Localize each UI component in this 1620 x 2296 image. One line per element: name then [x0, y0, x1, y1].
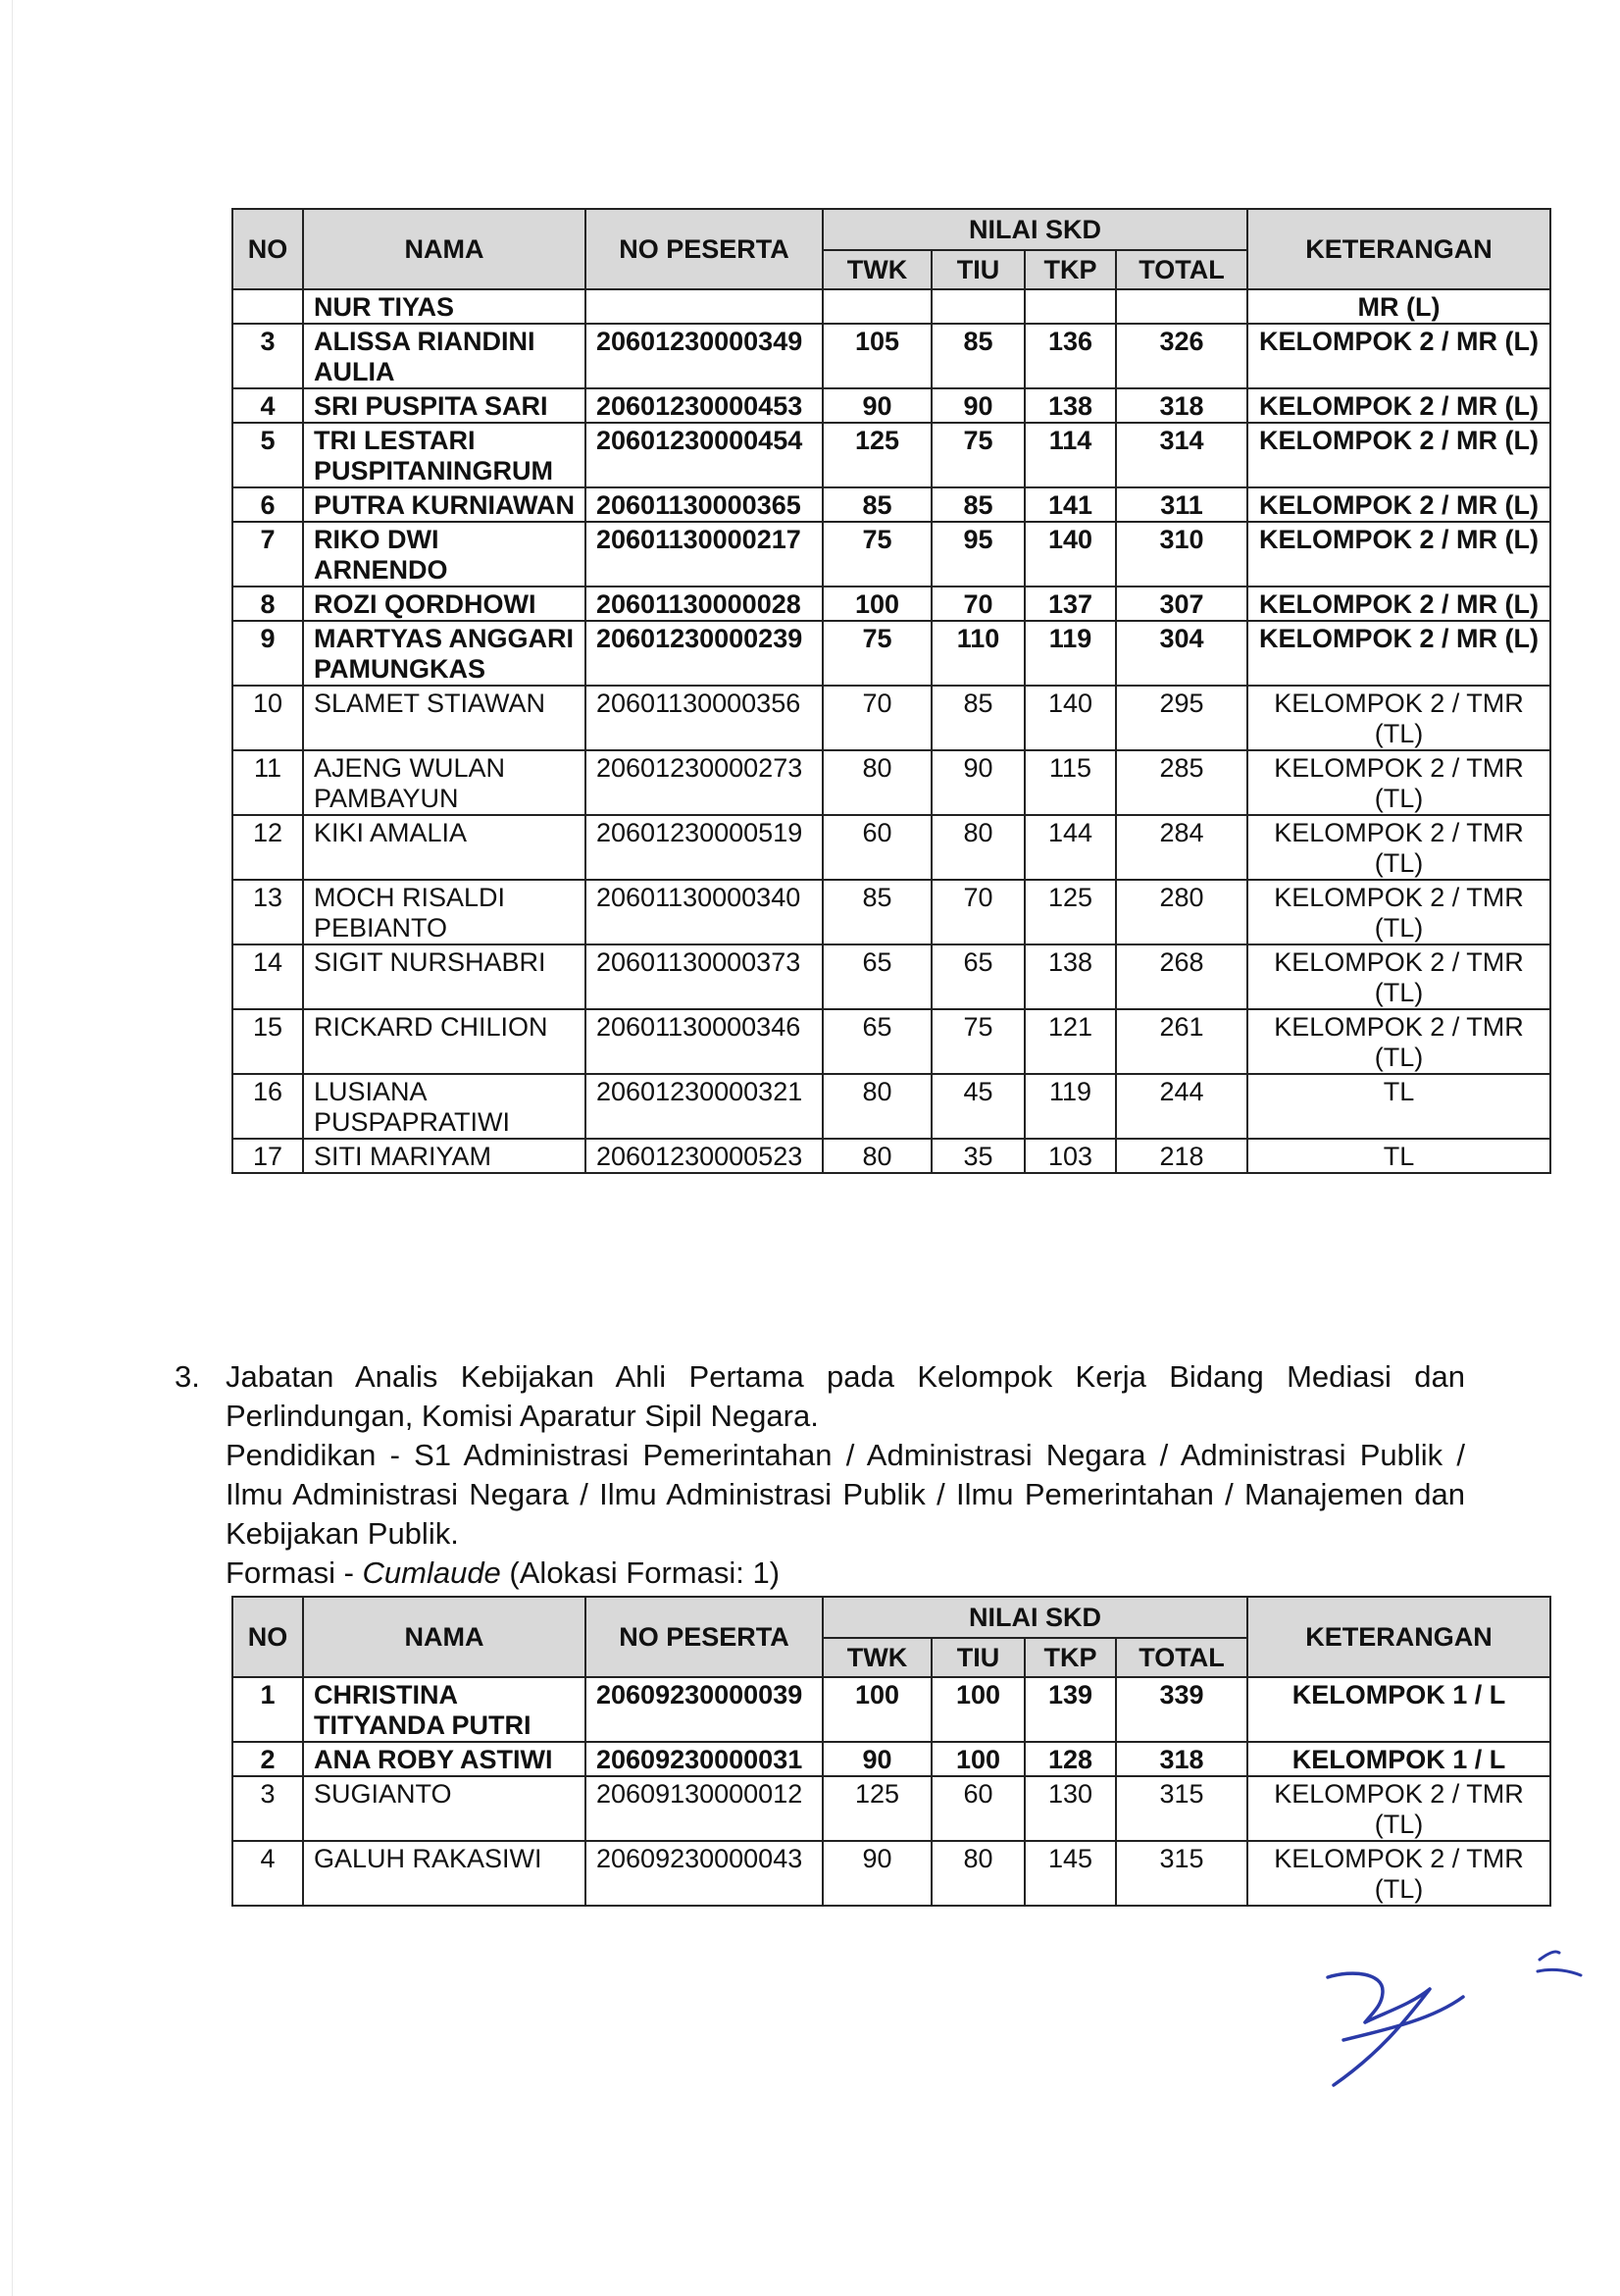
header-no-peserta: NO PESERTA: [585, 1597, 823, 1677]
row-keterangan: MR (L): [1247, 289, 1550, 324]
row-total: 244: [1116, 1074, 1247, 1139]
row-nama: AJENG WULAN PAMBAYUN: [303, 750, 585, 815]
row-no: 16: [232, 1074, 303, 1139]
row-twk: [823, 289, 932, 324]
row-total: 284: [1116, 815, 1247, 880]
row-keterangan: KELOMPOK 2 / TMR (TL): [1247, 880, 1550, 944]
row-no-peserta: 20609230000043: [585, 1841, 823, 1906]
row-keterangan: TL: [1247, 1139, 1550, 1173]
row-twk: 75: [823, 621, 932, 686]
row-no: 10: [232, 686, 303, 750]
row-twk: 65: [823, 944, 932, 1009]
row-tiu: 80: [932, 1841, 1025, 1906]
row-twk: 60: [823, 815, 932, 880]
row-nama: GALUH RAKASIWI: [303, 1841, 585, 1906]
row-tiu: 100: [932, 1742, 1025, 1776]
row-tkp: 140: [1025, 686, 1116, 750]
row-keterangan: KELOMPOK 2 / MR (L): [1247, 324, 1550, 388]
row-twk: 90: [823, 388, 932, 423]
table-row: [232, 1139, 1550, 1173]
row-nama: PUTRA KURNIAWAN: [303, 487, 585, 522]
row-tiu: 80: [932, 815, 1025, 880]
row-twk: 90: [823, 1742, 932, 1776]
row-tkp: 140: [1025, 522, 1116, 587]
row-no: 8: [232, 587, 303, 621]
row-tkp: 139: [1025, 1677, 1116, 1742]
row-no: 9: [232, 621, 303, 686]
row-no: 7: [232, 522, 303, 587]
table-row: [232, 522, 1550, 587]
table-row: [232, 324, 1550, 388]
row-no-peserta: 20601230000239: [585, 621, 823, 686]
header-tiu: TIU: [932, 250, 1025, 289]
table-row: [232, 686, 1550, 750]
row-tkp: 125: [1025, 880, 1116, 944]
page-edge-line: [12, 0, 13, 2296]
row-total: 315: [1116, 1776, 1247, 1841]
row-no-peserta: 20609230000039: [585, 1677, 823, 1742]
row-no-peserta: 20609130000012: [585, 1776, 823, 1841]
row-no-peserta: 20601130000028: [585, 587, 823, 621]
row-keterangan: KELOMPOK 2 / TMR (TL): [1247, 1776, 1550, 1841]
row-keterangan: KELOMPOK 2 / MR (L): [1247, 487, 1550, 522]
table-row: [232, 1074, 1550, 1139]
formasi-suffix: (Alokasi Formasi: 1): [500, 1556, 781, 1590]
row-tkp: 114: [1025, 423, 1116, 487]
row-keterangan: KELOMPOK 2 / MR (L): [1247, 388, 1550, 423]
header-nilai-skd: NILAI SKD: [823, 209, 1247, 250]
results-table-2: [231, 1596, 1551, 1907]
row-tkp: 145: [1025, 1841, 1116, 1906]
row-tkp: 119: [1025, 621, 1116, 686]
row-no-peserta: 20601130000365: [585, 487, 823, 522]
row-tiu: 100: [932, 1677, 1025, 1742]
row-tkp: 138: [1025, 944, 1116, 1009]
row-tkp: 115: [1025, 750, 1116, 815]
table-row: [232, 487, 1550, 522]
row-keterangan: KELOMPOK 2 / MR (L): [1247, 522, 1550, 587]
row-nama: SUGIANTO: [303, 1776, 585, 1841]
row-nama: MARTYAS ANGGARI PAMUNGKAS: [303, 621, 585, 686]
row-tiu: 110: [932, 621, 1025, 686]
row-no: 17: [232, 1139, 303, 1173]
row-no: 3: [232, 1776, 303, 1841]
row-keterangan: KELOMPOK 1 / L: [1247, 1742, 1550, 1776]
row-tkp: 136: [1025, 324, 1116, 388]
row-tiu: 90: [932, 750, 1025, 815]
table-row: [232, 880, 1550, 944]
header-total: TOTAL: [1116, 1638, 1247, 1677]
row-nama: SITI MARIYAM: [303, 1139, 585, 1173]
header-tkp: TKP: [1025, 250, 1116, 289]
row-total: 304: [1116, 621, 1247, 686]
table-row: [232, 1677, 1550, 1742]
row-no: 12: [232, 815, 303, 880]
row-total: 314: [1116, 423, 1247, 487]
header-keterangan: KETERANGAN: [1247, 209, 1550, 289]
row-keterangan: KELOMPOK 2 / TMR (TL): [1247, 750, 1550, 815]
section-number: 3.: [175, 1359, 200, 1394]
row-tiu: 75: [932, 423, 1025, 487]
header-nama: NAMA: [303, 209, 585, 289]
row-no: 14: [232, 944, 303, 1009]
row-total: [1116, 289, 1247, 324]
row-tkp: 121: [1025, 1009, 1116, 1074]
education-paragraph: Pendidikan - S1 Administrasi Pemerintahan / Administrasi Negara / Administrasi Publik / Ilmu Administrasi Negara / Ilmu Administrasi Publik / Ilmu Pemerintahan / Manajemen dan Kebijakan Publik.: [226, 1438, 1465, 1551]
row-total: 285: [1116, 750, 1247, 815]
table-row: [232, 289, 1550, 324]
row-tkp: 130: [1025, 1776, 1116, 1841]
row-no-peserta: 20601230000453: [585, 388, 823, 423]
row-total: 261: [1116, 1009, 1247, 1074]
row-tiu: 65: [932, 944, 1025, 1009]
row-twk: 125: [823, 423, 932, 487]
row-tkp: 119: [1025, 1074, 1116, 1139]
row-no: 6: [232, 487, 303, 522]
row-no-peserta: 20601130000346: [585, 1009, 823, 1074]
row-total: 311: [1116, 487, 1247, 522]
row-keterangan: KELOMPOK 2 / TMR (TL): [1247, 686, 1550, 750]
row-no-peserta: 20601130000356: [585, 686, 823, 750]
row-no-peserta: 20601230000523: [585, 1139, 823, 1173]
row-tiu: 70: [932, 880, 1025, 944]
row-no-peserta: 20601230000519: [585, 815, 823, 880]
row-keterangan: KELOMPOK 1 / L: [1247, 1677, 1550, 1742]
row-tkp: 144: [1025, 815, 1116, 880]
row-no: 2: [232, 1742, 303, 1776]
row-keterangan: KELOMPOK 2 / TMR (TL): [1247, 1841, 1550, 1906]
table-row: [232, 1009, 1550, 1074]
row-no-peserta: 20601230000321: [585, 1074, 823, 1139]
row-no: [232, 289, 303, 324]
table-row: [232, 621, 1550, 686]
row-twk: 80: [823, 1074, 932, 1139]
row-nama: ALISSA RIANDINI AULIA: [303, 324, 585, 388]
row-tiu: 75: [932, 1009, 1025, 1074]
formasi-cumlaude: Cumlaude: [362, 1556, 501, 1590]
row-twk: 90: [823, 1841, 932, 1906]
row-total: 307: [1116, 587, 1247, 621]
row-tiu: 45: [932, 1074, 1025, 1139]
row-total: 218: [1116, 1139, 1247, 1173]
row-nama: SIGIT NURSHABRI: [303, 944, 585, 1009]
row-no: 13: [232, 880, 303, 944]
row-twk: 85: [823, 880, 932, 944]
header-no: NO: [232, 1597, 303, 1677]
header-twk: TWK: [823, 1638, 932, 1677]
row-tiu: 35: [932, 1139, 1025, 1173]
row-keterangan: KELOMPOK 2 / MR (L): [1247, 423, 1550, 487]
row-twk: 85: [823, 487, 932, 522]
row-total: 315: [1116, 1841, 1247, 1906]
row-no: 15: [232, 1009, 303, 1074]
row-tkp: 103: [1025, 1139, 1116, 1173]
table-row: [232, 944, 1550, 1009]
row-nama: MOCH RISALDI PEBIANTO: [303, 880, 585, 944]
row-total: 280: [1116, 880, 1247, 944]
row-keterangan: KELOMPOK 2 / TMR (TL): [1247, 815, 1550, 880]
section-title-paragraph: Jabatan Analis Kebijakan Ahli Pertama pada Kelompok Kerja Bidang Mediasi dan Perlindungan, Komisi Aparatur Sipil Negara.: [226, 1359, 1465, 1433]
row-tiu: 90: [932, 388, 1025, 423]
row-nama: ROZI QORDHOWI: [303, 587, 585, 621]
header-no: NO: [232, 209, 303, 289]
formasi-prefix: Formasi -: [226, 1556, 363, 1590]
header-tiu: TIU: [932, 1638, 1025, 1677]
row-nama: ANA ROBY ASTIWI: [303, 1742, 585, 1776]
row-total: 310: [1116, 522, 1247, 587]
row-no-peserta: 20609230000031: [585, 1742, 823, 1776]
header-nilai-skd: NILAI SKD: [823, 1597, 1247, 1638]
results-table-1: [231, 208, 1551, 1174]
row-twk: 100: [823, 1677, 932, 1742]
row-total: 295: [1116, 686, 1247, 750]
table-row: [232, 1776, 1550, 1841]
row-no-peserta: 20601130000373: [585, 944, 823, 1009]
header-keterangan: KETERANGAN: [1247, 1597, 1550, 1677]
header-twk: TWK: [823, 250, 932, 289]
table-row: [232, 1742, 1550, 1776]
row-tiu: 85: [932, 324, 1025, 388]
header-no-peserta: NO PESERTA: [585, 209, 823, 289]
row-no: 1: [232, 1677, 303, 1742]
results-table-1-header: [232, 209, 1550, 289]
row-tiu: 95: [932, 522, 1025, 587]
row-tkp: 128: [1025, 1742, 1116, 1776]
row-no-peserta: [585, 289, 823, 324]
row-keterangan: KELOMPOK 2 / TMR (TL): [1247, 1009, 1550, 1074]
row-twk: 125: [823, 1776, 932, 1841]
row-nama: LUSIANA PUSPAPRATIWI: [303, 1074, 585, 1139]
row-nama: RICKARD CHILION: [303, 1009, 585, 1074]
row-total: 268: [1116, 944, 1247, 1009]
row-nama: CHRISTINA TITYANDA PUTRI: [303, 1677, 585, 1742]
row-nama: RIKO DWI ARNENDO: [303, 522, 585, 587]
header-nama: NAMA: [303, 1597, 585, 1677]
table-row: [232, 815, 1550, 880]
row-tiu: 60: [932, 1776, 1025, 1841]
results-table-1-body: [232, 289, 1550, 1173]
row-tiu: [932, 289, 1025, 324]
table-row: [232, 423, 1550, 487]
row-keterangan: KELOMPOK 2 / MR (L): [1247, 587, 1550, 621]
row-nama: KIKI AMALIA: [303, 815, 585, 880]
row-tkp: 138: [1025, 388, 1116, 423]
row-nama: SLAMET STIAWAN: [303, 686, 585, 750]
row-nama: SRI PUSPITA SARI: [303, 388, 585, 423]
row-nama: NUR TIYAS: [303, 289, 585, 324]
row-keterangan: KELOMPOK 2 / TMR (TL): [1247, 944, 1550, 1009]
table-row: [232, 1841, 1550, 1906]
row-nama: TRI LESTARI PUSPITANINGRUM: [303, 423, 585, 487]
formasi-line: [226, 1554, 1465, 1593]
results-table-2-header: [232, 1597, 1550, 1677]
table-row: [232, 750, 1550, 815]
row-tiu: 70: [932, 587, 1025, 621]
handwritten-initials-signature: [1314, 1920, 1589, 2107]
header-total: TOTAL: [1116, 250, 1247, 289]
row-twk: 80: [823, 1139, 932, 1173]
row-tiu: 85: [932, 686, 1025, 750]
row-twk: 105: [823, 324, 932, 388]
row-no: 5: [232, 423, 303, 487]
row-no: 11: [232, 750, 303, 815]
row-tkp: [1025, 289, 1116, 324]
row-no: 3: [232, 324, 303, 388]
row-tkp: 141: [1025, 487, 1116, 522]
row-no-peserta: 20601130000217: [585, 522, 823, 587]
header-tkp: TKP: [1025, 1638, 1116, 1677]
row-twk: 65: [823, 1009, 932, 1074]
results-table-2-body: [232, 1677, 1550, 1906]
row-keterangan: TL: [1247, 1074, 1550, 1139]
row-twk: 70: [823, 686, 932, 750]
row-no-peserta: 20601230000349: [585, 324, 823, 388]
row-no-peserta: 20601230000273: [585, 750, 823, 815]
row-total: 326: [1116, 324, 1247, 388]
row-no: 4: [232, 388, 303, 423]
row-twk: 100: [823, 587, 932, 621]
row-tkp: 137: [1025, 587, 1116, 621]
table-row: [232, 587, 1550, 621]
table-row: [232, 388, 1550, 423]
row-total: 339: [1116, 1677, 1247, 1742]
row-no-peserta: 20601230000454: [585, 423, 823, 487]
row-keterangan: KELOMPOK 2 / MR (L): [1247, 621, 1550, 686]
row-twk: 80: [823, 750, 932, 815]
row-no: 4: [232, 1841, 303, 1906]
row-tiu: 85: [932, 487, 1025, 522]
row-twk: 75: [823, 522, 932, 587]
row-no-peserta: 20601130000340: [585, 880, 823, 944]
row-total: 318: [1116, 1742, 1247, 1776]
row-total: 318: [1116, 388, 1247, 423]
